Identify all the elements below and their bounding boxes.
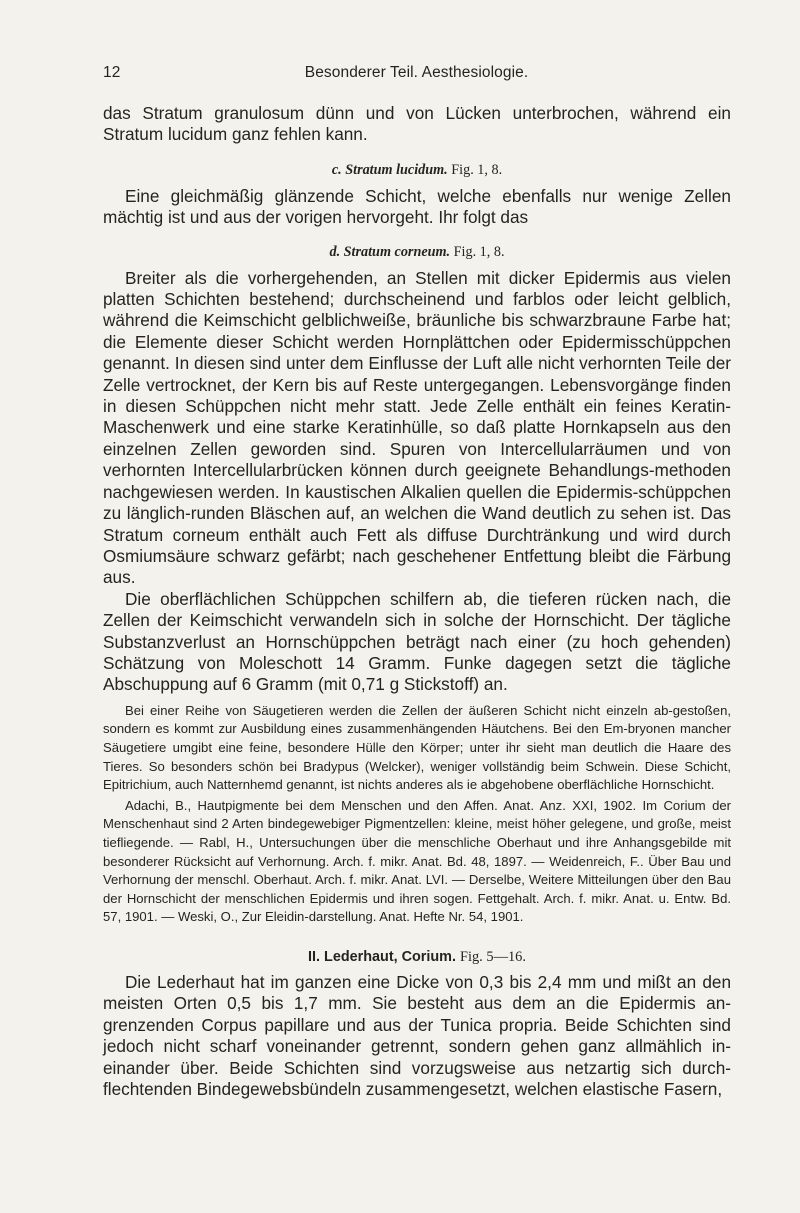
running-title: Besonderer Teil. Aesthesiologie.: [304, 64, 529, 81]
paragraph-abschuppung: Die oberflächlichen Schüppchen schilfern ab, die tieferen rücken nach, die Zellen der Keimschicht verwandeln sich in solche der Hornschicht. Der tägliche Substanzverlust an Hornschüppchen beträgt nach einer (zu hoch gehenden) Schätzung von Moleschott 14 Gramm. Funke dagegen setzt die tägliche Abschuppung auf 6 Gramm (mit 0,71 g Stickstoff) an.: [103, 588, 731, 695]
small-print-references: Adachi, B., Hautpigmente bei dem Menschen und den Affen. Anat. Anz. XXI, 1902. Im Corium der Menschenhaut sind 2 Arten bindegewebiger Pigmentzellen: kleine, meist höher gelegene, und große, meist tiefliegende. — Rabl, H., Untersuchungen über die menschliche Oberhaut und ihre Anhangsgebilde mit besonderer Rücksicht auf Verhornung. Arch. f. mikr. Anat. Bd. 48, 1897. — Weidenreich, F.. Über Bau und Verhornung der menschl. Oberhaut. Arch. f. mikr. Anat. LVI. — Derselbe, Weitere Mitteilungen über den Bau der Hornschicht der menschlichen Epidermis und ihren sogen. Fettgehalt. Arch. f. mikr. Anat. u. Entw. Bd. 57, 1901. — Weski, O., Zur Eleidin-darstellung. Anat. Hefte Nr. 54, 1901.: [103, 797, 731, 925]
paragraph-continuation: das Stratum granulosum dünn und von Lücken unterbrochen, während ein Stratum lucidum ganz fehlen kann.: [103, 103, 731, 145]
section-heading-lederhaut: [103, 947, 731, 967]
subheading-title: c. Stratum lucidum.: [331, 161, 448, 178]
subheading-title: d. Stratum corneum.: [329, 243, 451, 260]
page-header: [103, 64, 730, 88]
small-print-block: [103, 702, 731, 927]
page-body: [103, 103, 731, 1100]
paragraph-lederhaut: Die Lederhaut hat im ganzen eine Dicke von 0,3 bis 2,4 mm und mißt an den meisten Orten 0,5 bis 1,7 mm. Sie besteht aus dem an die Epidermis an-grenzenden Corpus papillare und aus der Tunica propria. Beide Schichten sind jedoch nicht scharf voneinander getrennt, sondern gehen ganz allmählich in-einander über. Beide Schichten sind vorzugsweise aus netzartig sich durch-flechtenden Bindegewebsbündeln zusammengesetzt, welchen elastische Fasern,: [103, 971, 731, 1099]
section-number: II.: [308, 948, 321, 965]
paragraph-stratum-corneum: Breiter als die vorhergehenden, an Stellen mit dicker Epidermis aus vielen platten Schichten bestehend; durchscheinend und farblos oder leicht gelblich, während die Keimschicht gelblichweiße, bräunliche bis schwarzbraune Farbe hat; die Elemente dieser Schicht werden Hornplättchen oder Epidermisschüppchen genannt. In diesen sind unter dem Einflusse der Luft alle nicht verhornten Teile der Zelle vertrocknet, der Kern bis auf Reste untergegangen. Lebensvorgänge finden in diesen Schüppchen nicht mehr statt. Jede Zelle enthält ein feines Keratin-Maschenwerk und eine starke Keratinhülle, so daß platte Hornkapseln aus den einzelnen Zellen geworden sind. Spuren von Intercellularräumen und von verhornten Intercellularbrücken können durch geeignete Behandlungs-methoden nachgewiesen werden. In kaustischen Alkalien quellen die Epidermis-schüppchen zu länglich-runden Bläschen auf, an welchen die Wand deutlich zu sehen ist. Das Stratum corneum enthält auch Fett als diffuse Durchtränkung und wird durch Osmiumsäure schwarz gefärbt; nach geschehener Entfettung bleibt die Färbung aus.: [103, 267, 731, 588]
figure-reference: Fig. 1, 8.: [451, 161, 503, 178]
page-number: 12: [103, 64, 121, 81]
figure-reference: Fig. 5—16.: [459, 948, 526, 965]
subheading-stratum-lucidum: [103, 160, 731, 180]
paragraph-stratum-lucidum: Eine gleichmäßig glänzende Schicht, welche ebenfalls nur wenige Zellen mächtig ist und aus der vorigen hervorgeht. Ihr folgt das: [103, 185, 731, 228]
subheading-stratum-corneum: [103, 242, 731, 262]
figure-reference: Fig. 1, 8.: [453, 243, 505, 260]
small-print-note: Bei einer Reihe von Säugetieren werden die Zellen der äußeren Schicht nicht einzeln ab-gestoßen, sondern es kommt zur Ausbildung eines zusammenhängenden Häutchens. Bei den Em-bryonen mancher Säugetiere umgibt eine feine, besondere Hülle den Körper; unter ihr sieht man deutlich die Haare des Tieres. So besonders schön bei Bradypus (Welcker), weniger vollständig beim Schwein. Diese Schicht, Epitrichium, auch Natternhemd genannt, ist nichts anderes als ie abgehobene oberflächliche Hornschicht.: [103, 702, 731, 793]
section-title: Lederhaut, Corium.: [324, 948, 456, 965]
